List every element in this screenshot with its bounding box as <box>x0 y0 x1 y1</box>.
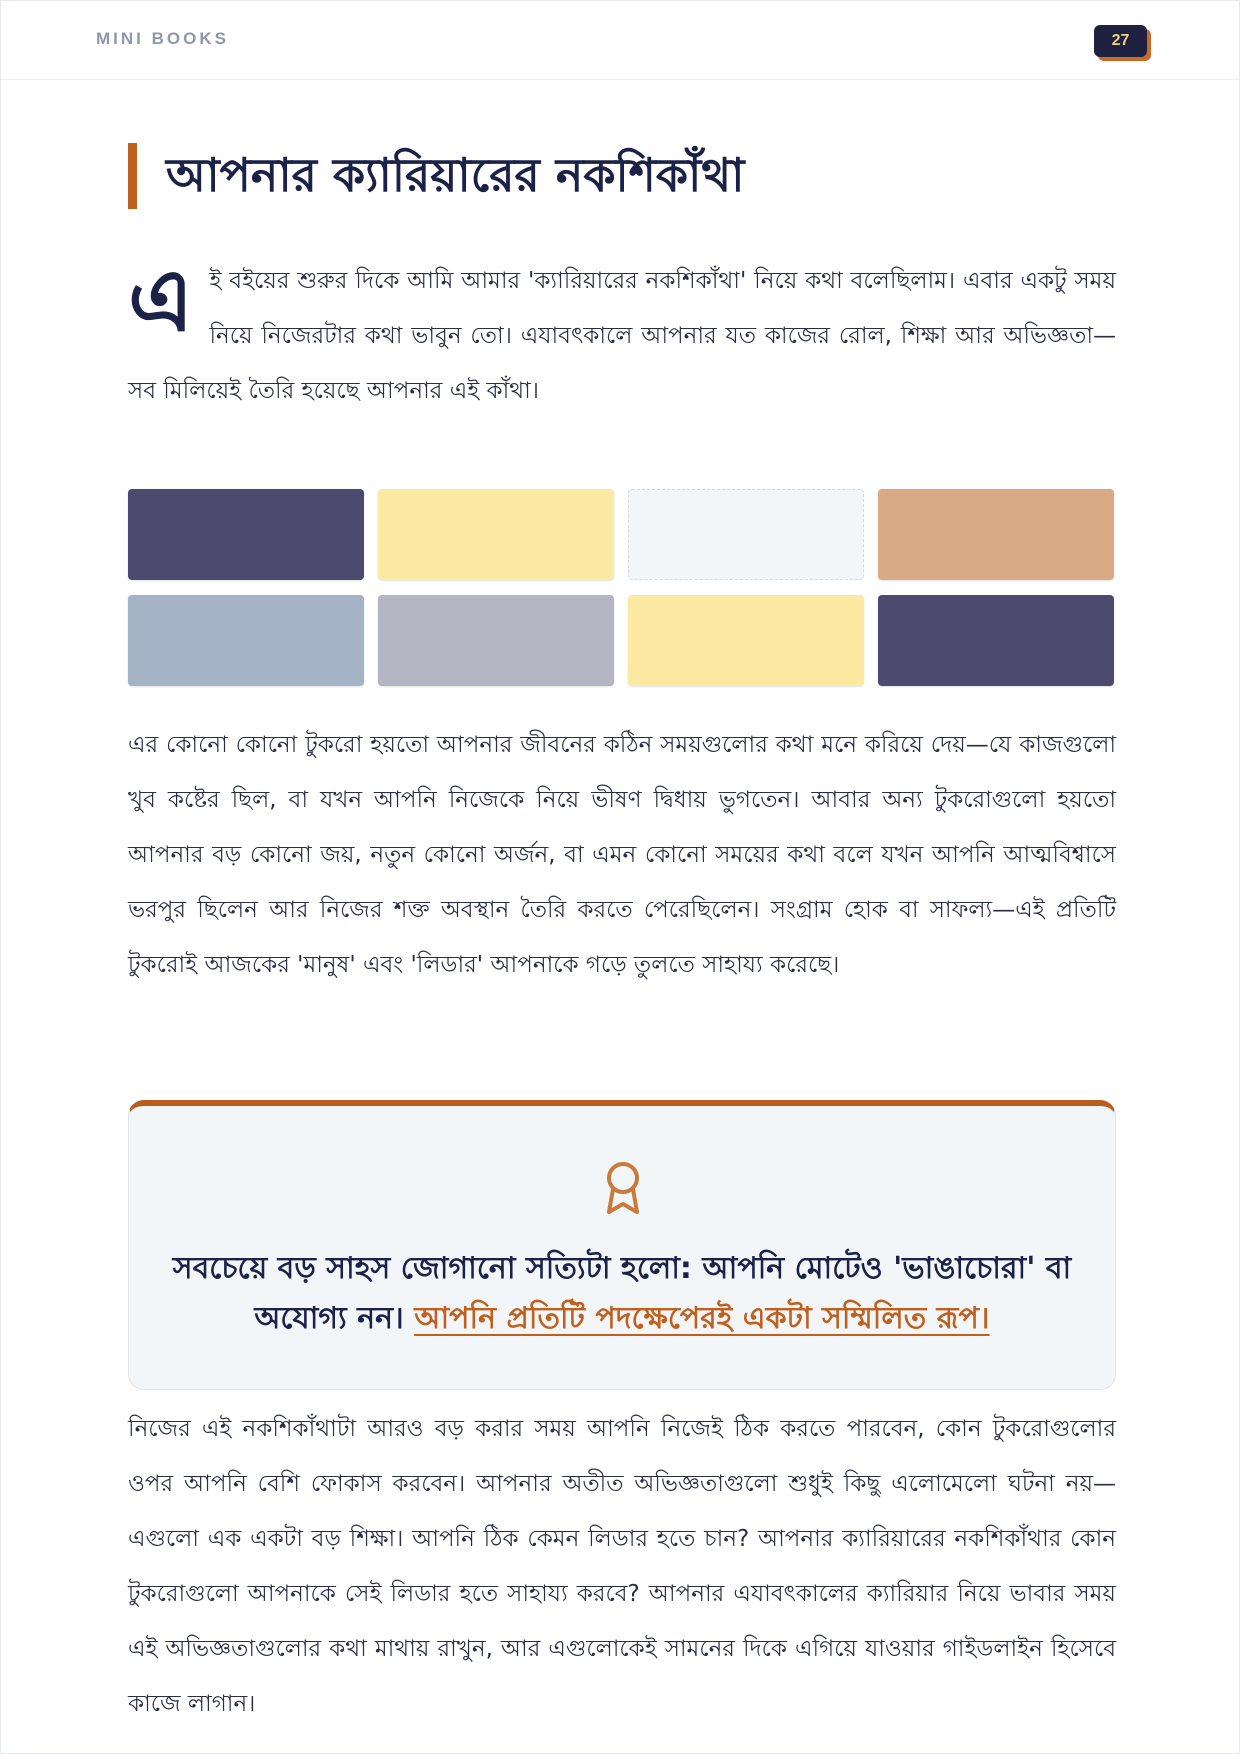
color-swatch <box>628 595 864 686</box>
page-number-badge: 27 <box>1094 25 1147 57</box>
quote-callout <box>128 1100 1116 1390</box>
title-accent-bar <box>128 143 137 209</box>
color-swatch-grid <box>128 489 1116 687</box>
chapter-heading <box>128 143 1118 209</box>
color-swatch <box>878 489 1114 580</box>
color-swatch <box>878 595 1114 686</box>
intro-text: ই বইয়ের শুরুর দিকে আমি আমার 'ক্যারিয়ারের নকশিকাঁথা' নিয়ে কথা বলেছিলাম। এবার একটু সময় নিয়ে নিজেরটার কথা ভাবুন তো। এযাবৎকালে আপনার যত কাজের রোল, শিক্ষা আর অভিজ্ঞতা—সব মিলিয়েই তৈরি হয়েছে আপনার এই কাঁথা। <box>128 268 1116 404</box>
callout-highlight-text: আপনি প্রতিটি পদক্ষেপেরই একটা সম্মিলিত রূপ। <box>414 1301 990 1336</box>
page-title: আপনার ক্যারিয়ারের নকশিকাঁথা <box>166 148 745 202</box>
award-ribbon-icon <box>598 1158 648 1216</box>
color-swatch <box>128 489 364 580</box>
brand-label: MINI BOOKS <box>96 29 229 48</box>
color-swatch <box>378 489 614 580</box>
page-header <box>1 1 1239 80</box>
callout-main-text: সবচেয়ে বড় সাহস জোগানো সত্যিটা হলো: আপনি মোটেও 'ভাঙাচোরা' বা অযোগ্য নন। <box>172 1251 1072 1336</box>
body-paragraph-3: নিজের এই নকশিকাঁথাটা আরও বড় করার সময় আপনি নিজেই ঠিক করতে পারবেন, কোন টুকরোগুলোর ওপর আপনি বেশি ফোকাস করবেন। আপনার অতীত অভিজ্ঞতাগুলো শুধুই কিছু এলোমেলো ঘটনা নয়—এগুলো এক একটা বড় শিক্ষা। আপনি ঠিক কেমন লিডার হতে চান? আপনার ক্যারিয়ারের নকশিকাঁথার কোন টুকরোগুলো আপনাকে সেই লিডার হতে সাহায্য করবে? আপনার এযাবৎকালের ক্যারিয়ার নিয়ে ভাবার সময় এই অভিজ্ঞতাগুলোর কথা মাথায় রাখুন, আর এগুলোকেই সামনের দিকে এগিয়ে যাওয়ার গাইডলাইন হিসেবে কাজে লাগান। <box>128 1416 1116 1717</box>
color-swatch <box>378 595 614 686</box>
callout-text <box>169 1244 1075 1344</box>
color-swatch <box>628 489 864 580</box>
body-paragraph-2: এর কোনো কোনো টুকরো হয়তো আপনার জীবনের কঠিন সময়গুলোর কথা মনে করিয়ে দেয়—যে কাজগুলো খুব কষ্টের ছিল, বা যখন আপনি নিজেকে নিয়ে ভীষণ দ্বিধায় ভুগতেন। আবার অন্য টুকরোগুলো হয়তো আপনার বড় কোনো জয়, নতুন কোনো অর্জন, বা এমন কোনো সময়ের কথা বলে যখন আপনি আত্মবিশ্বাসে ভরপুর ছিলেন আর নিজের শক্ত অবস্থান তৈরি করতে পেরেছিলেন। সংগ্রাম হোক বা সাফল্য—এই প্রতিটি টুকরোই আজকের 'মানুষ' এবং 'লিডার' আপনাকে গড়ে তুলতে সাহায্য করেছে। <box>128 732 1117 978</box>
drop-cap: এ <box>128 250 194 351</box>
intro-paragraph <box>128 250 1116 419</box>
color-swatch <box>128 595 364 686</box>
